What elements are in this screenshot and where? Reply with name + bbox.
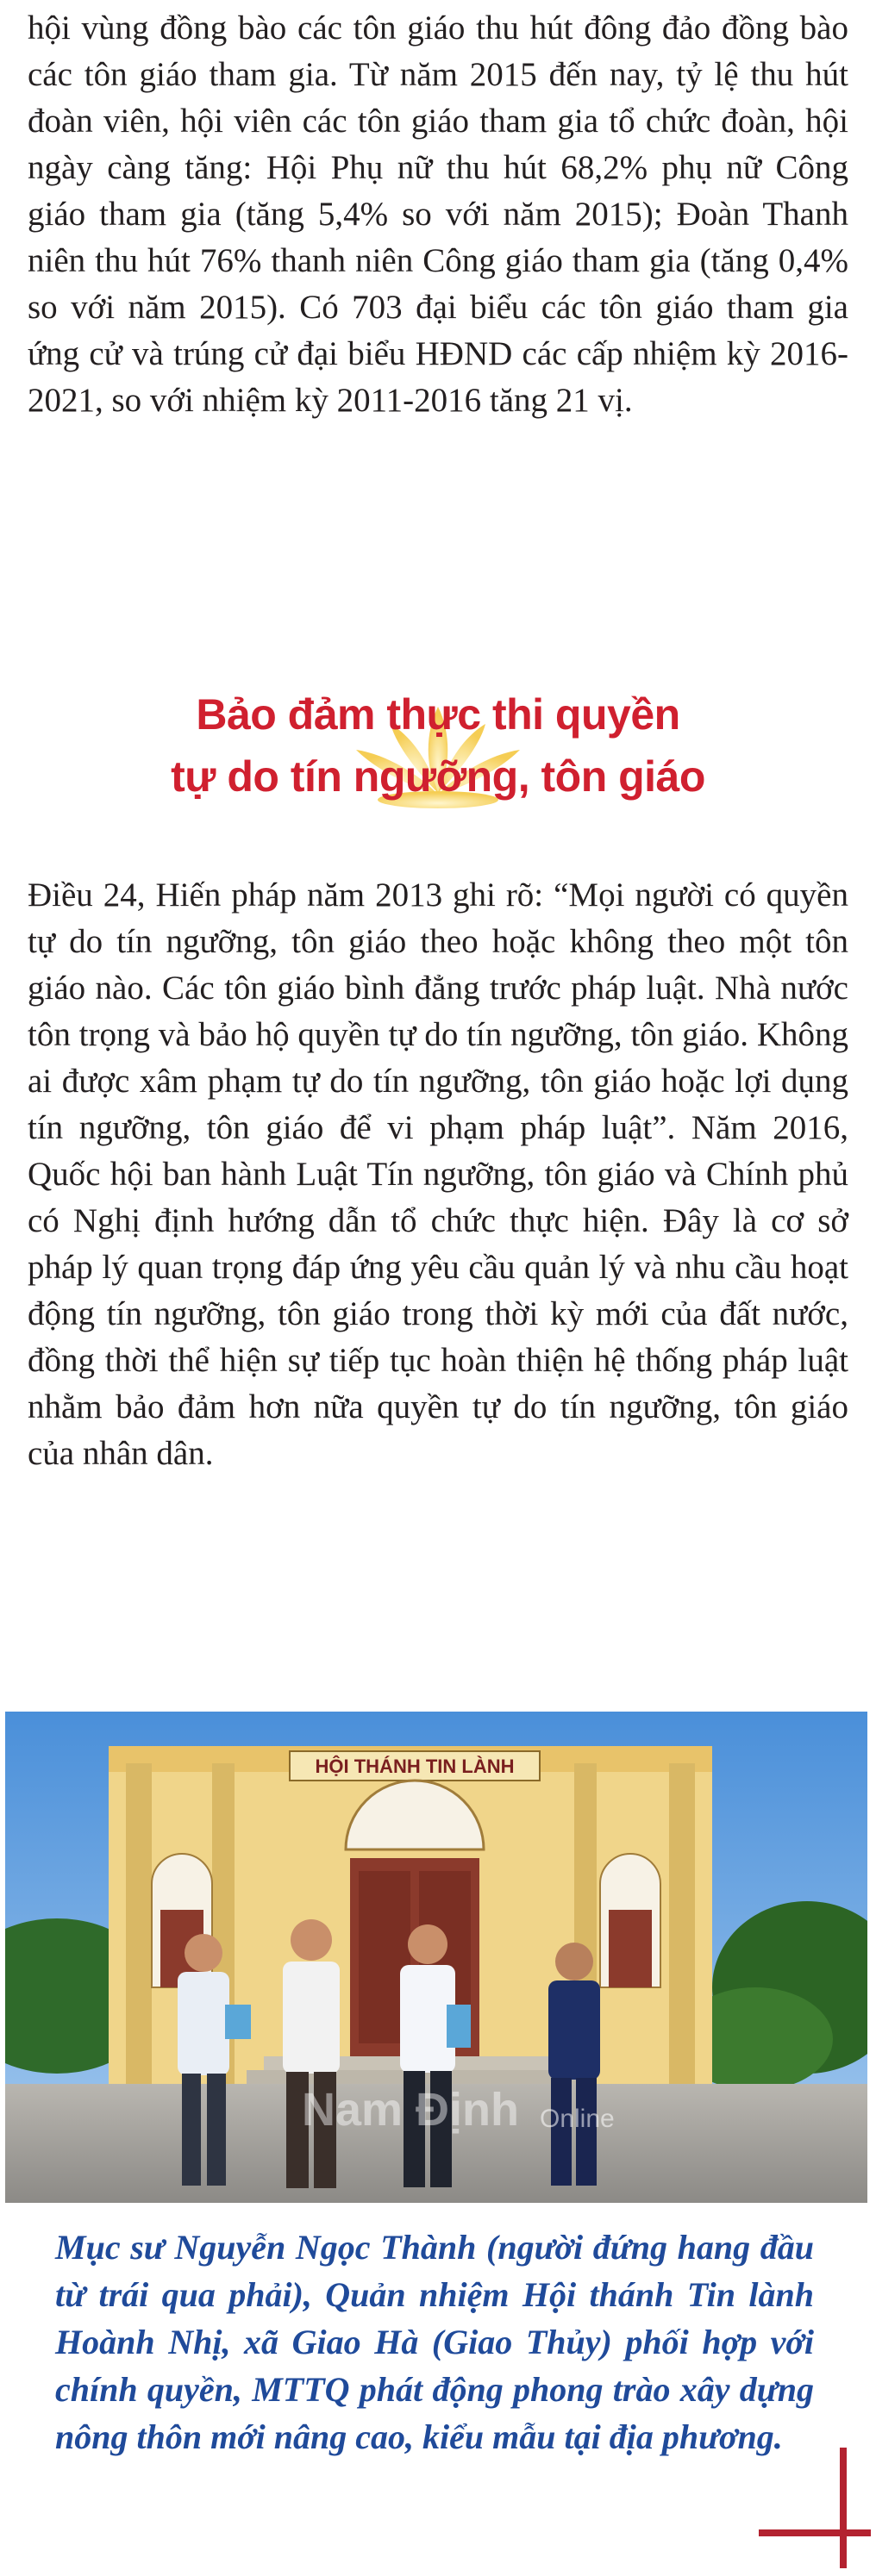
heading-line-2: tự do tín ngưỡng, tôn giáo xyxy=(171,752,705,801)
watermark-main: Nam Định xyxy=(301,2084,520,2136)
church-sign: HỘI THÁNH TIN LÀNH xyxy=(315,1756,515,1777)
church-photo xyxy=(5,1712,867,2203)
section-heading xyxy=(0,681,876,836)
heading-line-1: Bảo đảm thực thi quyền xyxy=(196,690,680,739)
watermark-sub: Online xyxy=(540,2105,615,2133)
photo-caption: Mục sư Nguyễn Ngọc Thành (người đứng hang đầu từ trái qua phải), Quản nhiệm Hội thánh Tin lành Hoành Nhị, xã Giao Hà (Giao Thủy) phối hợp với chính quyền, MTTQ phát động phong trào xây dựng nông thôn mới nâng cao, kiểu mẫu tại địa phương. xyxy=(55,2228,814,2456)
article-paragraph-1: hội vùng đồng bào các tôn giáo thu hút đông đảo đồng bào các tôn giáo tham gia. Từ năm 2015 đến nay, tỷ lệ thu hút đoàn viên, hội viên các tôn giáo tham gia tổ chức đoàn, hội ngày càng tăng: Hội Phụ nữ thu hút 68,2% phụ nữ Công giáo tham gia (tăng 5,4% so với năm 2015); Đoàn Thanh niên thu hút 76% thanh niên Công giáo tham gia (tăng 0,4% so với năm 2015). Có 703 đại biểu các tôn giáo tham gia ứng cử và trúng cử đại biểu HĐND các cấp nhiệm kỳ 2016-2021, so với nhiệm kỳ 2011-2016 tăng 21 vị. xyxy=(28,9,848,419)
article-paragraph-2: Điều 24, Hiến pháp năm 2013 ghi rõ: “Mọi người có quyền tự do tín ngưỡng, tôn giáo theo hoặc không theo một tôn giáo nào. Các tôn giáo bình đẳng trước pháp luật. Nhà nước tôn trọng và bảo hộ quyền tự do tín ngưỡng, tôn giáo. Không ai được xâm phạm tự do tín ngưỡng, tôn giáo hoặc lợi dụng tín ngưỡng, tôn giáo để vi phạm pháp luật”. Năm 2016, Quốc hội ban hành Luật Tín ngưỡng, tôn giáo và Chính phủ có Nghị định hướng dẫn tổ chức thực hiện. Đây là cơ sở pháp lý quan trọng đáp ứng yêu cầu quản lý và nhu cầu hoạt động tín ngưỡng, tôn giáo trong thời kỳ mới của đất nước, đồng thời thể hiện sự tiếp tục hoàn thiện hệ thống pháp luật nhằm bảo đảm hơn nữa quyền tự do tín ngưỡng, tôn giáo của nhân dân. xyxy=(28,876,848,1472)
